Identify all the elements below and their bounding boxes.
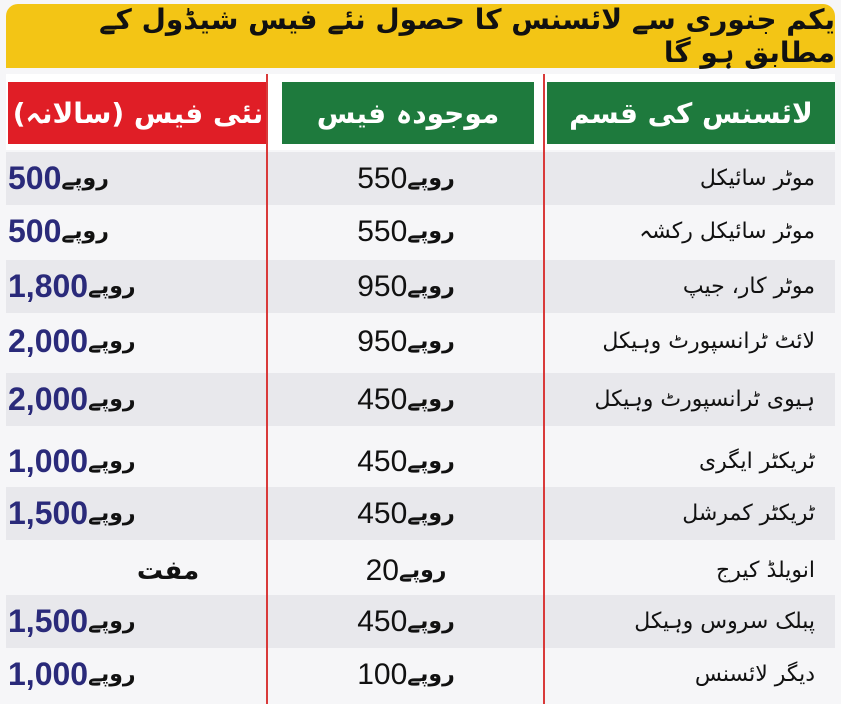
license-type-cell: لائٹ ٹرانسپورٹ وہیکل bbox=[602, 329, 815, 354]
new-fee-cell bbox=[8, 152, 248, 205]
new-fee-cell bbox=[8, 435, 248, 488]
new-fee-cell bbox=[8, 260, 248, 313]
new-fee-unit: روپے bbox=[88, 329, 136, 354]
table-row bbox=[6, 544, 835, 597]
current-fee-cell bbox=[282, 373, 534, 426]
current-fee-amount: 450 bbox=[357, 496, 408, 530]
current-fee-unit: روپے bbox=[407, 387, 455, 412]
current-fee-cell bbox=[282, 595, 534, 648]
new-fee-cell bbox=[8, 373, 248, 426]
current-fee-amount: 20 bbox=[365, 553, 399, 587]
new-fee-amount: 500 bbox=[8, 160, 62, 196]
new-fee-amount: 1,000 bbox=[8, 656, 89, 692]
header-license-type: لائسنس کی قسم bbox=[547, 82, 835, 144]
current-fee-unit: روپے bbox=[407, 662, 455, 687]
column-divider bbox=[543, 74, 545, 704]
current-fee-amount: 100 bbox=[357, 657, 408, 691]
table-row bbox=[6, 205, 835, 258]
license-type-cell: ٹریکٹر ایگری bbox=[698, 449, 815, 474]
current-fee-unit: روپے bbox=[407, 329, 455, 354]
new-fee-unit: روپے bbox=[88, 274, 136, 299]
current-fee-amount: 450 bbox=[357, 382, 408, 416]
new-fee-amount: 500 bbox=[8, 213, 62, 249]
license-type-cell: پبلک سروس وہیکل bbox=[634, 609, 815, 634]
current-fee-unit: روپے bbox=[407, 219, 455, 244]
current-fee-cell bbox=[282, 435, 534, 488]
new-fee-unit: روپے bbox=[88, 387, 136, 412]
table-row bbox=[6, 595, 835, 648]
license-type-cell: ہیوی ٹرانسپورٹ وہیکل bbox=[594, 387, 815, 412]
table-row bbox=[6, 648, 835, 701]
current-fee-cell bbox=[282, 648, 534, 701]
new-fee-amount: 2,000 bbox=[8, 381, 89, 417]
current-fee-cell bbox=[282, 544, 534, 597]
new-fee-cell bbox=[8, 648, 248, 701]
current-fee-amount: 950 bbox=[357, 324, 408, 358]
table-header bbox=[6, 74, 835, 150]
current-fee-cell bbox=[282, 152, 534, 205]
new-fee-unit: روپے bbox=[61, 166, 109, 191]
table-row bbox=[6, 373, 835, 426]
table-row bbox=[6, 260, 835, 313]
new-fee-unit: روپے bbox=[88, 501, 136, 526]
current-fee-cell bbox=[282, 315, 534, 368]
new-fee-cell bbox=[8, 544, 288, 597]
new-fee-unit: روپے bbox=[88, 609, 136, 634]
current-fee-amount: 550 bbox=[357, 214, 408, 248]
header-new-fee: نئی فیس (سالانہ) bbox=[8, 82, 268, 144]
license-type-cell: دیگر لائسنس bbox=[694, 662, 815, 687]
new-fee-cell bbox=[8, 315, 248, 368]
page-title: یکم جنوری سے لائسنس کا حصول نئے فیس شیڈول کے مطابق ہو گا bbox=[99, 3, 835, 69]
new-fee-amount: 1,000 bbox=[8, 443, 89, 479]
current-fee-unit: روپے bbox=[407, 501, 455, 526]
fee-table-body bbox=[6, 152, 835, 700]
new-fee-amount: 1,500 bbox=[8, 495, 89, 531]
license-type-cell: انویلڈ کیرج bbox=[716, 558, 815, 583]
table-row bbox=[6, 487, 835, 540]
license-type-cell: موٹر سائیکل bbox=[699, 166, 815, 191]
table-row bbox=[6, 152, 835, 205]
new-fee-free: مفت bbox=[136, 555, 200, 586]
license-type-cell: موٹر کار، جیپ bbox=[682, 274, 815, 299]
new-fee-unit: روپے bbox=[88, 662, 136, 687]
current-fee-amount: 950 bbox=[357, 269, 408, 303]
current-fee-unit: روپے bbox=[398, 558, 447, 583]
license-type-cell: موٹر سائیکل رکشہ bbox=[639, 219, 815, 244]
column-divider bbox=[266, 74, 268, 704]
new-fee-unit: روپے bbox=[88, 449, 136, 474]
header-current-fee: موجودہ فیس bbox=[282, 82, 534, 144]
current-fee-unit: روپے bbox=[407, 449, 455, 474]
new-fee-amount: 1,500 bbox=[8, 603, 89, 639]
new-fee-unit: روپے bbox=[61, 219, 109, 244]
table-row bbox=[6, 435, 835, 488]
license-type-cell: ٹریکٹر کمرشل bbox=[682, 501, 815, 526]
table-row bbox=[6, 315, 835, 368]
current-fee-cell bbox=[282, 205, 534, 258]
current-fee-amount: 550 bbox=[357, 161, 408, 195]
new-fee-amount: 1,800 bbox=[8, 268, 89, 304]
new-fee-cell bbox=[8, 595, 248, 648]
current-fee-unit: روپے bbox=[407, 274, 455, 299]
new-fee-cell bbox=[8, 487, 248, 540]
current-fee-cell bbox=[282, 260, 534, 313]
current-fee-unit: روپے bbox=[407, 609, 455, 634]
current-fee-amount: 450 bbox=[357, 604, 408, 638]
current-fee-amount: 450 bbox=[357, 444, 408, 478]
current-fee-unit: روپے bbox=[407, 166, 455, 191]
new-fee-amount: 2,000 bbox=[8, 323, 89, 359]
title-banner bbox=[6, 4, 835, 68]
current-fee-cell bbox=[282, 487, 534, 540]
new-fee-cell bbox=[8, 205, 248, 258]
